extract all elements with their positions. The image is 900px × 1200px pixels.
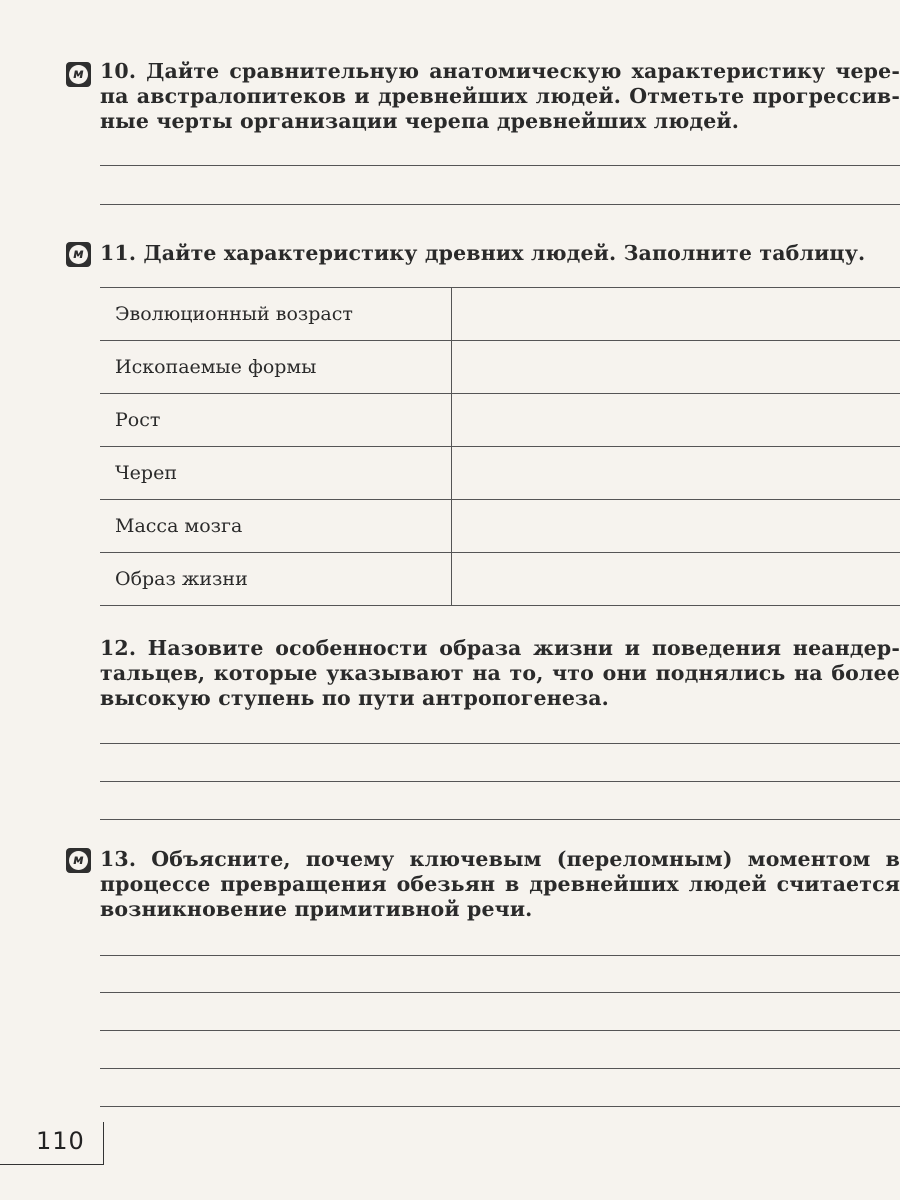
task-12-question: [100, 636, 900, 711]
task-12-answer-line[interactable]: [100, 743, 900, 744]
task-12-answer-line[interactable]: [100, 781, 900, 782]
task-11-marker-icon: [66, 242, 91, 267]
marker-letter: м: [69, 65, 88, 84]
table-row: [100, 553, 900, 606]
task-12-line-2: тальцев, которые указывают на то, что они поднялись на более: [100, 661, 900, 685]
task-12-answer-line[interactable]: [100, 819, 900, 820]
row-value-height[interactable]: [452, 394, 900, 447]
row-value-fossil-forms[interactable]: [452, 341, 900, 394]
task-13-line-2: процессе превращения обезьян в древнейших людей считается: [100, 872, 900, 896]
table-row: [100, 500, 900, 553]
task-10-line-2: па австралопитеков и древнейших людей. Отметьте прогрессив-: [100, 84, 900, 108]
table-row: [100, 447, 900, 500]
ancient-people-table: [100, 287, 900, 606]
task-10-line-3: ные черты организации черепа древнейших людей.: [100, 109, 740, 133]
task-10-marker-icon: [66, 62, 91, 87]
row-label-height: Рост: [100, 394, 452, 447]
task-12-line-1: 12. Назовите особенности образа жизни и поведения неандер-: [100, 636, 900, 660]
task-13-answer-line[interactable]: [100, 955, 900, 956]
task-13-line-3: возникновение примитивной речи.: [100, 897, 533, 921]
marker-letter: м: [69, 851, 88, 870]
task-10-line-1: 10. Дайте сравнительную анатомическую характеристику чере-: [100, 59, 900, 83]
row-value-lifestyle[interactable]: [452, 553, 900, 606]
row-label-brain-mass: Масса мозга: [100, 500, 452, 553]
task-13-question: [100, 847, 900, 922]
task-13-marker-icon: [66, 848, 91, 873]
task-12-line-3: высокую ступень по пути антропогенеза.: [100, 686, 609, 710]
row-label-lifestyle: Образ жизни: [100, 553, 452, 606]
row-label-evolutionary-age: Эволюционный возраст: [100, 288, 452, 341]
row-value-skull[interactable]: [452, 447, 900, 500]
page-number: 110: [36, 1127, 85, 1155]
task-13-answer-line[interactable]: [100, 1106, 900, 1107]
task-10-answer-line[interactable]: [100, 165, 900, 166]
task-11-line-1: 11. Дайте характеристику древних людей. Заполните таблицу.: [100, 241, 866, 265]
task-13-answer-line[interactable]: [100, 1030, 900, 1031]
table-row: [100, 394, 900, 447]
task-13-answer-line[interactable]: [100, 1068, 900, 1069]
row-label-skull: Череп: [100, 447, 452, 500]
row-value-brain-mass[interactable]: [452, 500, 900, 553]
row-label-fossil-forms: Ископаемые формы: [100, 341, 452, 394]
task-13-answer-line[interactable]: [100, 992, 900, 993]
table-row: [100, 341, 900, 394]
marker-letter: м: [69, 245, 88, 264]
task-10-answer-line[interactable]: [100, 204, 900, 205]
task-13-line-1: 13. Объясните, почему ключевым (переломным) моментом в: [100, 847, 900, 871]
row-value-evolutionary-age[interactable]: [452, 288, 900, 341]
task-11-question: [100, 241, 900, 266]
table-row: [100, 288, 900, 341]
task-10-question: [100, 59, 900, 134]
